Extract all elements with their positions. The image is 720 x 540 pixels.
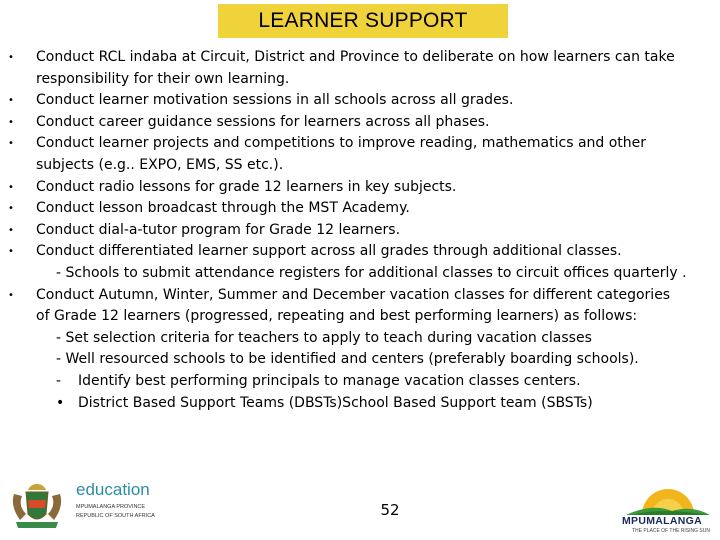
rising-sun-icon [622,485,712,517]
bullet-icon: • [8,52,14,63]
sub-item-text: - Well resourced schools to be identified and centers (preferably boarding schools). [56,351,639,368]
list-item-text: Conduct career guidance sessions for learners across all phases. [36,113,490,130]
sub-item [8,371,713,393]
bullet-icon: • [8,289,14,301]
page-number: 52 [380,501,400,519]
list-item [8,285,713,328]
sub-item-text: - Schools to submit attendance registers for additional classes to circuit offices quarterly . [56,264,687,281]
sub-item-text: District Based Support Teams (DBSTs)School Based Support team (SBSTs) [78,394,593,411]
list-item-text: Conduct Autumn, Winter, Summer and December vacation classes for different categories [36,286,671,303]
list-item-text: subjects (e.g.. EXPO, EMS, SS etc.). [36,156,284,173]
list-item-text: Conduct radio lessons for grade 12 learners in key subjects. [36,178,457,195]
coat-of-arms-icon [6,480,68,530]
page-title: LEARNER SUPPORT [258,9,468,32]
list-item-text: Conduct RCL indaba at Circuit, District and Province to deliberate on how learners can take [36,49,675,65]
country-label: REPUBLIC OF SOUTH AFRICA [76,513,155,519]
list-item [8,241,713,263]
bullet-icon: • [8,224,14,236]
list-item [8,177,713,199]
list-item-text: Conduct learner projects and competitions to improve reading, mathematics and other [36,135,647,152]
education-logo [6,480,186,530]
list-item [8,90,713,112]
list-item [8,133,713,176]
tagline: THE PLACE OF THE RISING SUN [632,528,710,534]
list-item-text: Conduct differentiated learner support across all grades through additional classes. [36,243,622,260]
mpumalanga-logo [620,485,714,535]
bullet-icon: • [8,203,14,215]
list-item-text: Conduct dial-a-tutor program for Grade 12 learners. [36,221,401,238]
title-banner [218,4,508,38]
sub-item [8,393,713,415]
sub-item-text: Identify best performing principals to manage vacation classes centers. [78,372,581,389]
list-item [8,198,713,220]
list-item-text: Conduct learner motivation sessions in all schools across all grades. [36,92,514,109]
province-label: MPUMALANGA PROVINCE [76,504,146,510]
dash-marker: - [56,372,62,389]
mpumalanga-wordmark: MPUMALANGA [622,515,702,527]
bullet-list [8,47,713,414]
bullet-icon: • [8,246,14,258]
sub-item-text: - Set selection criteria for teachers to apply to teach during vacation classes [56,329,592,346]
list-item-text: responsibility for their own learning. [36,70,290,87]
list-item-text: of Grade 12 learners (progressed, repeating and best performing learners) as follows: [36,308,638,325]
bullet-icon: • [8,138,14,150]
education-wordmark: education [76,480,150,499]
list-item [8,47,713,90]
list-item-text: Conduct lesson broadcast through the MST Academy. [36,200,410,217]
bullet-icon: • [56,394,65,411]
list-item [8,220,713,242]
bullet-icon: • [8,116,14,128]
bullet-icon: • [8,181,14,193]
bullet-icon: • [8,95,14,107]
list-item [8,112,713,134]
